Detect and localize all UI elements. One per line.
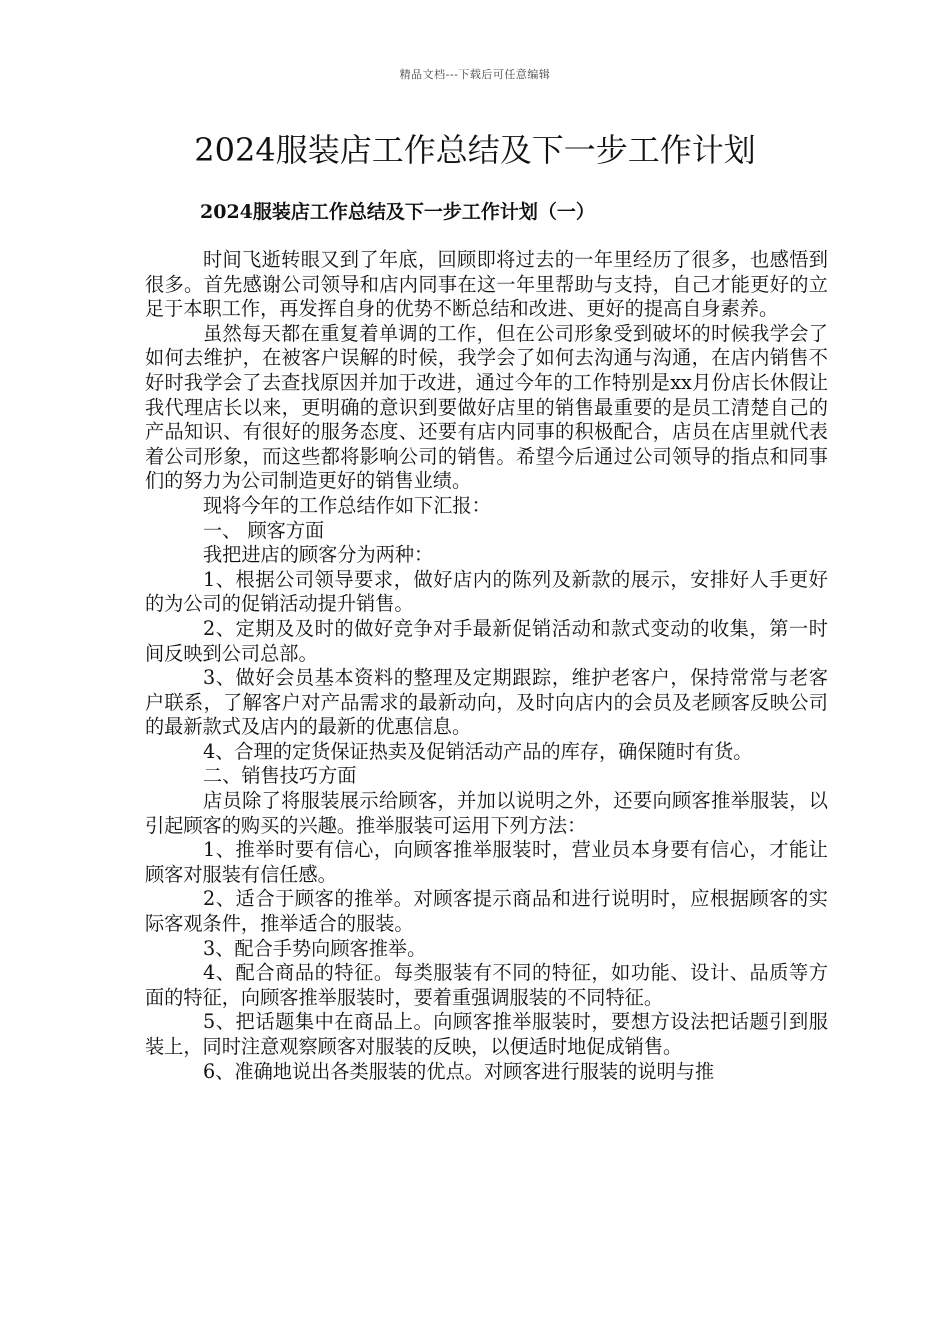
list-item-customer-1: 1、根据公司领导要求，做好店内的陈列及新款的展示，安排好人手更好的为公司的促销活动提升销售。	[145, 567, 828, 616]
list-item-sales-5: 5、把话题集中在商品上。向顾客推举服装时，要想方设法把话题引到服装上，同时注意观察顾客对服装的反映，以便适时地促成销售。	[145, 1010, 828, 1058]
list-item-customer-3: 3、做好会员基本资料的整理及定期跟踪，维护老客户，保持常常与老客户联系，了解客户对产品需求的最新动向，及时向店内的会员及老顾客反映公司的最新款式及店内的最新的优惠信息。	[145, 666, 828, 739]
paragraph-sales-skills-intro: 店员除了将服装展示给顾客，并加以说明之外，还要向顾客推举服装，以引起顾客的购买的兴趣。推举服装可运用下列方法：	[145, 789, 828, 837]
list-item-sales-3: 3、配合手势向顾客推举。	[203, 936, 427, 960]
document-body	[145, 248, 828, 1084]
heading-sales-skills-section: 二、销售技巧方面	[203, 764, 357, 788]
list-item-customer-4: 4、合理的定货保证热卖及促销活动产品的库存，确保随时有货。	[203, 739, 753, 763]
list-item-sales-1: 1、推举时要有信心，向顾客推举服装时，营业员本身要有信心，才能让顾客对服装有信任感。	[145, 838, 828, 886]
section-subtitle: 2024服装店工作总结及下一步工作计划（一）	[200, 201, 595, 223]
heading-customer-section: 一、 顾客方面	[203, 518, 325, 542]
list-item-sales-6: 6、准确地说出各类服装的优点。对顾客进行服装的说明与推	[203, 1059, 715, 1083]
paragraph-report-lead: 现将今年的工作总结作如下汇报：	[203, 493, 491, 517]
paragraph-reflection: 虽然每天都在重复着单调的工作，但在公司形象受到破坏的时候我学会了如何去维护，在被客户误解的时候，我学会了如何去沟通与沟通，在店内销售不好时我学会了去查找原因并加于改进，通过今年的工作特别是xx月份店长休假让我代理店长以来，更明确的意识到要做好店里的销售最重要的是员工清楚自己的产品知识、有很好的服务态度、还要有店内同事的积极配合，店员在店里就代表着公司形象，而这些都将影响公司的销售。希望今后通过公司领导的指点和同事们的努力为公司制造更好的销售业绩。	[145, 321, 828, 493]
list-item-customer-2: 2、定期及及时的做好竞争对手最新促销活动和款式变动的收集，第一时间反映到公司总部。	[145, 616, 828, 665]
list-item-sales-4: 4、配合商品的特征。每类服装有不同的特征，如功能、设计、品质等方面的特征，向顾客推举服装时，要着重强调服装的不同特征。	[145, 961, 828, 1009]
document-title: 2024服装店工作总结及下一步工作计划	[194, 131, 756, 169]
page-header-note: 精品文档---下载后可任意编辑	[399, 68, 551, 81]
paragraph-intro: 时间飞逝转眼又到了年底，回顾即将过去的一年里经历了很多，也感悟到很多。首先感谢公司领导和店内同事在这一年里帮助与支持，自己才能更好的立足于本职工作，再发挥自身的优势不断总结和改进、更好的提高自身素养。	[145, 248, 828, 321]
paragraph-customer-types: 我把进店的顾客分为两种：	[203, 543, 434, 567]
list-item-sales-2: 2、适合于顾客的推举。对顾客提示商品和进行说明时，应根据顾客的实际客观条件，推举适合的服装。	[145, 887, 828, 936]
